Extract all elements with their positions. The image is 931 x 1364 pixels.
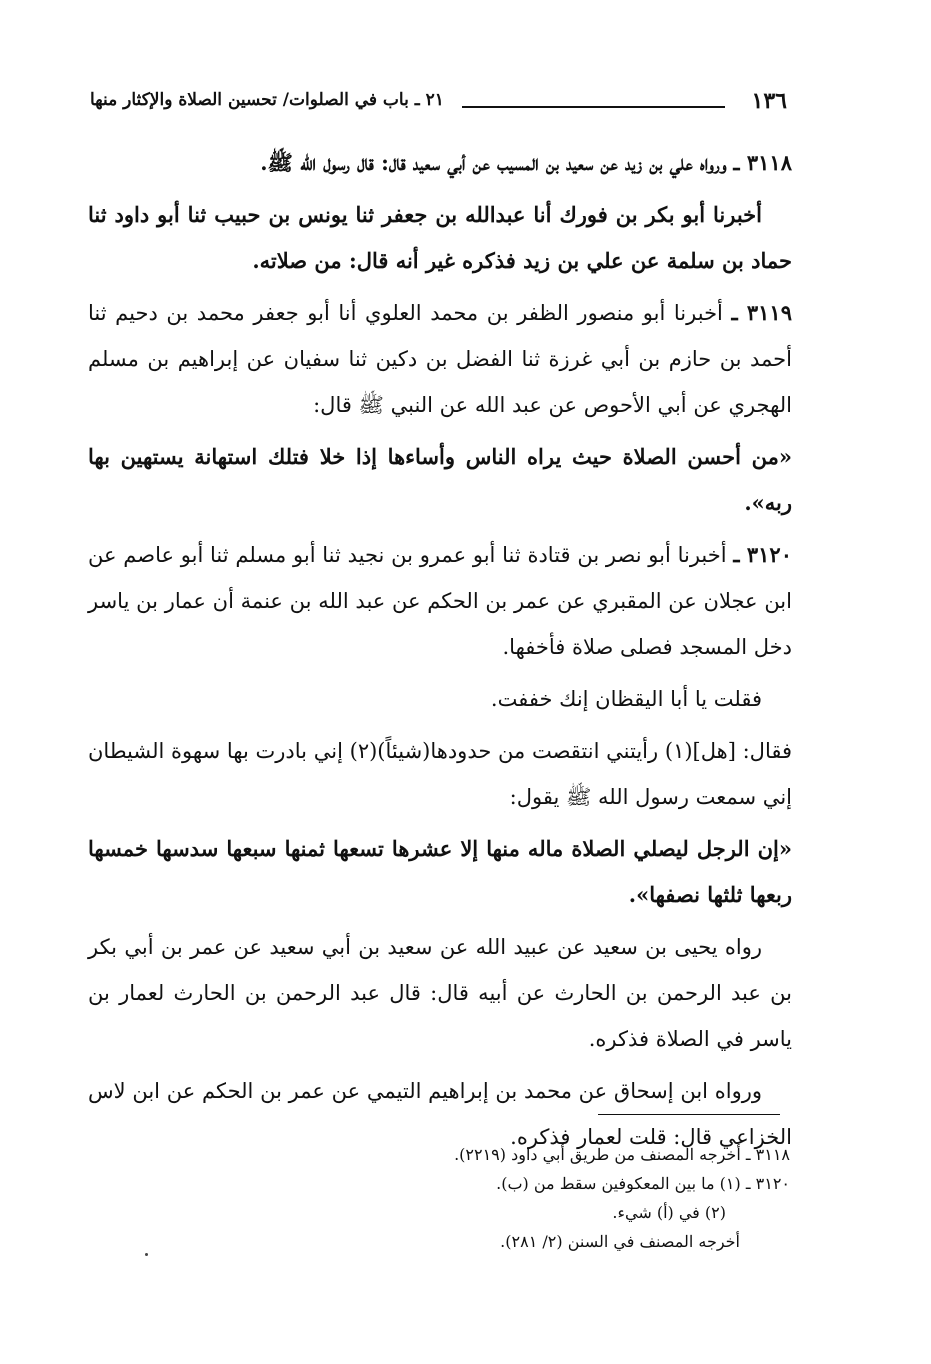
page-number: ١٣٦	[751, 88, 787, 114]
running-title: ٢١ ـ باب في الصلوات/ تحسين الصلاة والإكثار منها	[90, 90, 444, 110]
page-header	[90, 88, 787, 120]
paragraph-text: أخبرنا أبو نصر بن قتادة ثنا أبو عمرو بن نجيد ثنا أبو مسلم ثنا أبو عاصم عن ابن عجلان عن المقبري عن عمر بن الحكم عن عبد الله بن عنمة أن عمار بن ياسر دخل المسجد فصلى صلاة فأخفها.	[88, 543, 792, 659]
footnote: ٣١٢٠ ـ (١) ما بين المعكوفين سقط من (ب).	[496, 1174, 790, 1193]
footnote: ٣١١٨ ـ أخرجه المصنف من طريق أبي داود (٢٢١٩).	[454, 1145, 790, 1164]
hadith-quote	[88, 826, 792, 918]
hadith-quote	[88, 434, 792, 526]
hadith-number: ٣١١٨ ـ	[733, 150, 792, 175]
paragraph-narration	[88, 924, 792, 1062]
footnote: (٢) في (أ) شيء.	[612, 1203, 726, 1222]
paragraph-text: ورواه علي بن زيد عن سعيد بن المسيب عن أبي سعيد قال: قال رسول الله ﷺ.	[260, 150, 727, 175]
paragraph-question	[88, 676, 792, 722]
paragraph-3119	[88, 290, 792, 428]
paragraph-text: فقلت يا أبا اليقظان إنك خففت.	[490, 687, 762, 711]
paragraph-3118	[88, 140, 792, 186]
paragraph-answer	[88, 728, 792, 820]
paragraph-chain	[88, 192, 792, 284]
paragraph-text: رواه يحيى بن سعيد عن عبيد الله عن سعيد بن أبي سعيد عن عمر بن أبي بكر بن عبد الرحمن بن الحارث عن أبيه قال: قال عبد الرحمن بن الحارث لعمار بن ياسر في الصلاة فذكره.	[88, 935, 792, 1051]
hadith-number: ٣١١٩ ـ	[731, 300, 792, 325]
scan-speck	[145, 1253, 148, 1256]
paragraph-text: فقال: [هل](١) رأيتني انتقصت من حدودها(شيئاً)(٢) إني بادرت بها سهوة الشيطان إني سمعت رسول الله ﷺ يقول:	[88, 739, 792, 809]
hadith-number: ٣١٢٠ ـ	[733, 542, 792, 567]
paragraph-text: أخبرنا أبو منصور الظفر بن محمد العلوي أنا أبو جعفر محمد بن دحيم ثنا أحمد بن حازم بن أبي غرزة ثنا الفضل بن دكين ثنا سفيان عن إبراهيم بن مسلم الهجري عن أبي الأحوص عن عبد الله عن النبي ﷺ قال:	[88, 301, 792, 417]
paragraph-text: «من أحسن الصلاة حيث يراه الناس وأساءها إذا خلا فتلك استهانة يستهين بها ربه».	[88, 444, 792, 515]
paragraph-text: أخبرنا أبو بكر بن فورك أنا عبدالله بن جعفر ثنا يونس بن حبيب ثنا أبو داود ثنا حماد بن سلمة عن علي بن زيد فذكره غير أنه قال: من صلاته.	[88, 202, 792, 273]
header-rule	[462, 106, 725, 108]
footnote: أخرجه المصنف في السنن (٢/ ٢٨١).	[500, 1232, 740, 1251]
paragraph-text: «إن الرجل ليصلي الصلاة ماله منها إلا عشرها تسعها ثمنها سبعها سدسها خمسها ربعها ثلثها نصفها».	[88, 836, 792, 907]
footnote-separator	[598, 1114, 780, 1115]
paragraph-text: ورواه ابن إسحاق عن محمد بن إبراهيم التيمي عن عمر بن الحكم عن ابن لاس الخزاعي قال: قلت لعمار فذكره.	[88, 1079, 792, 1149]
main-text	[88, 140, 792, 1166]
footnotes	[270, 1140, 790, 1256]
paragraph-3120	[88, 532, 792, 670]
